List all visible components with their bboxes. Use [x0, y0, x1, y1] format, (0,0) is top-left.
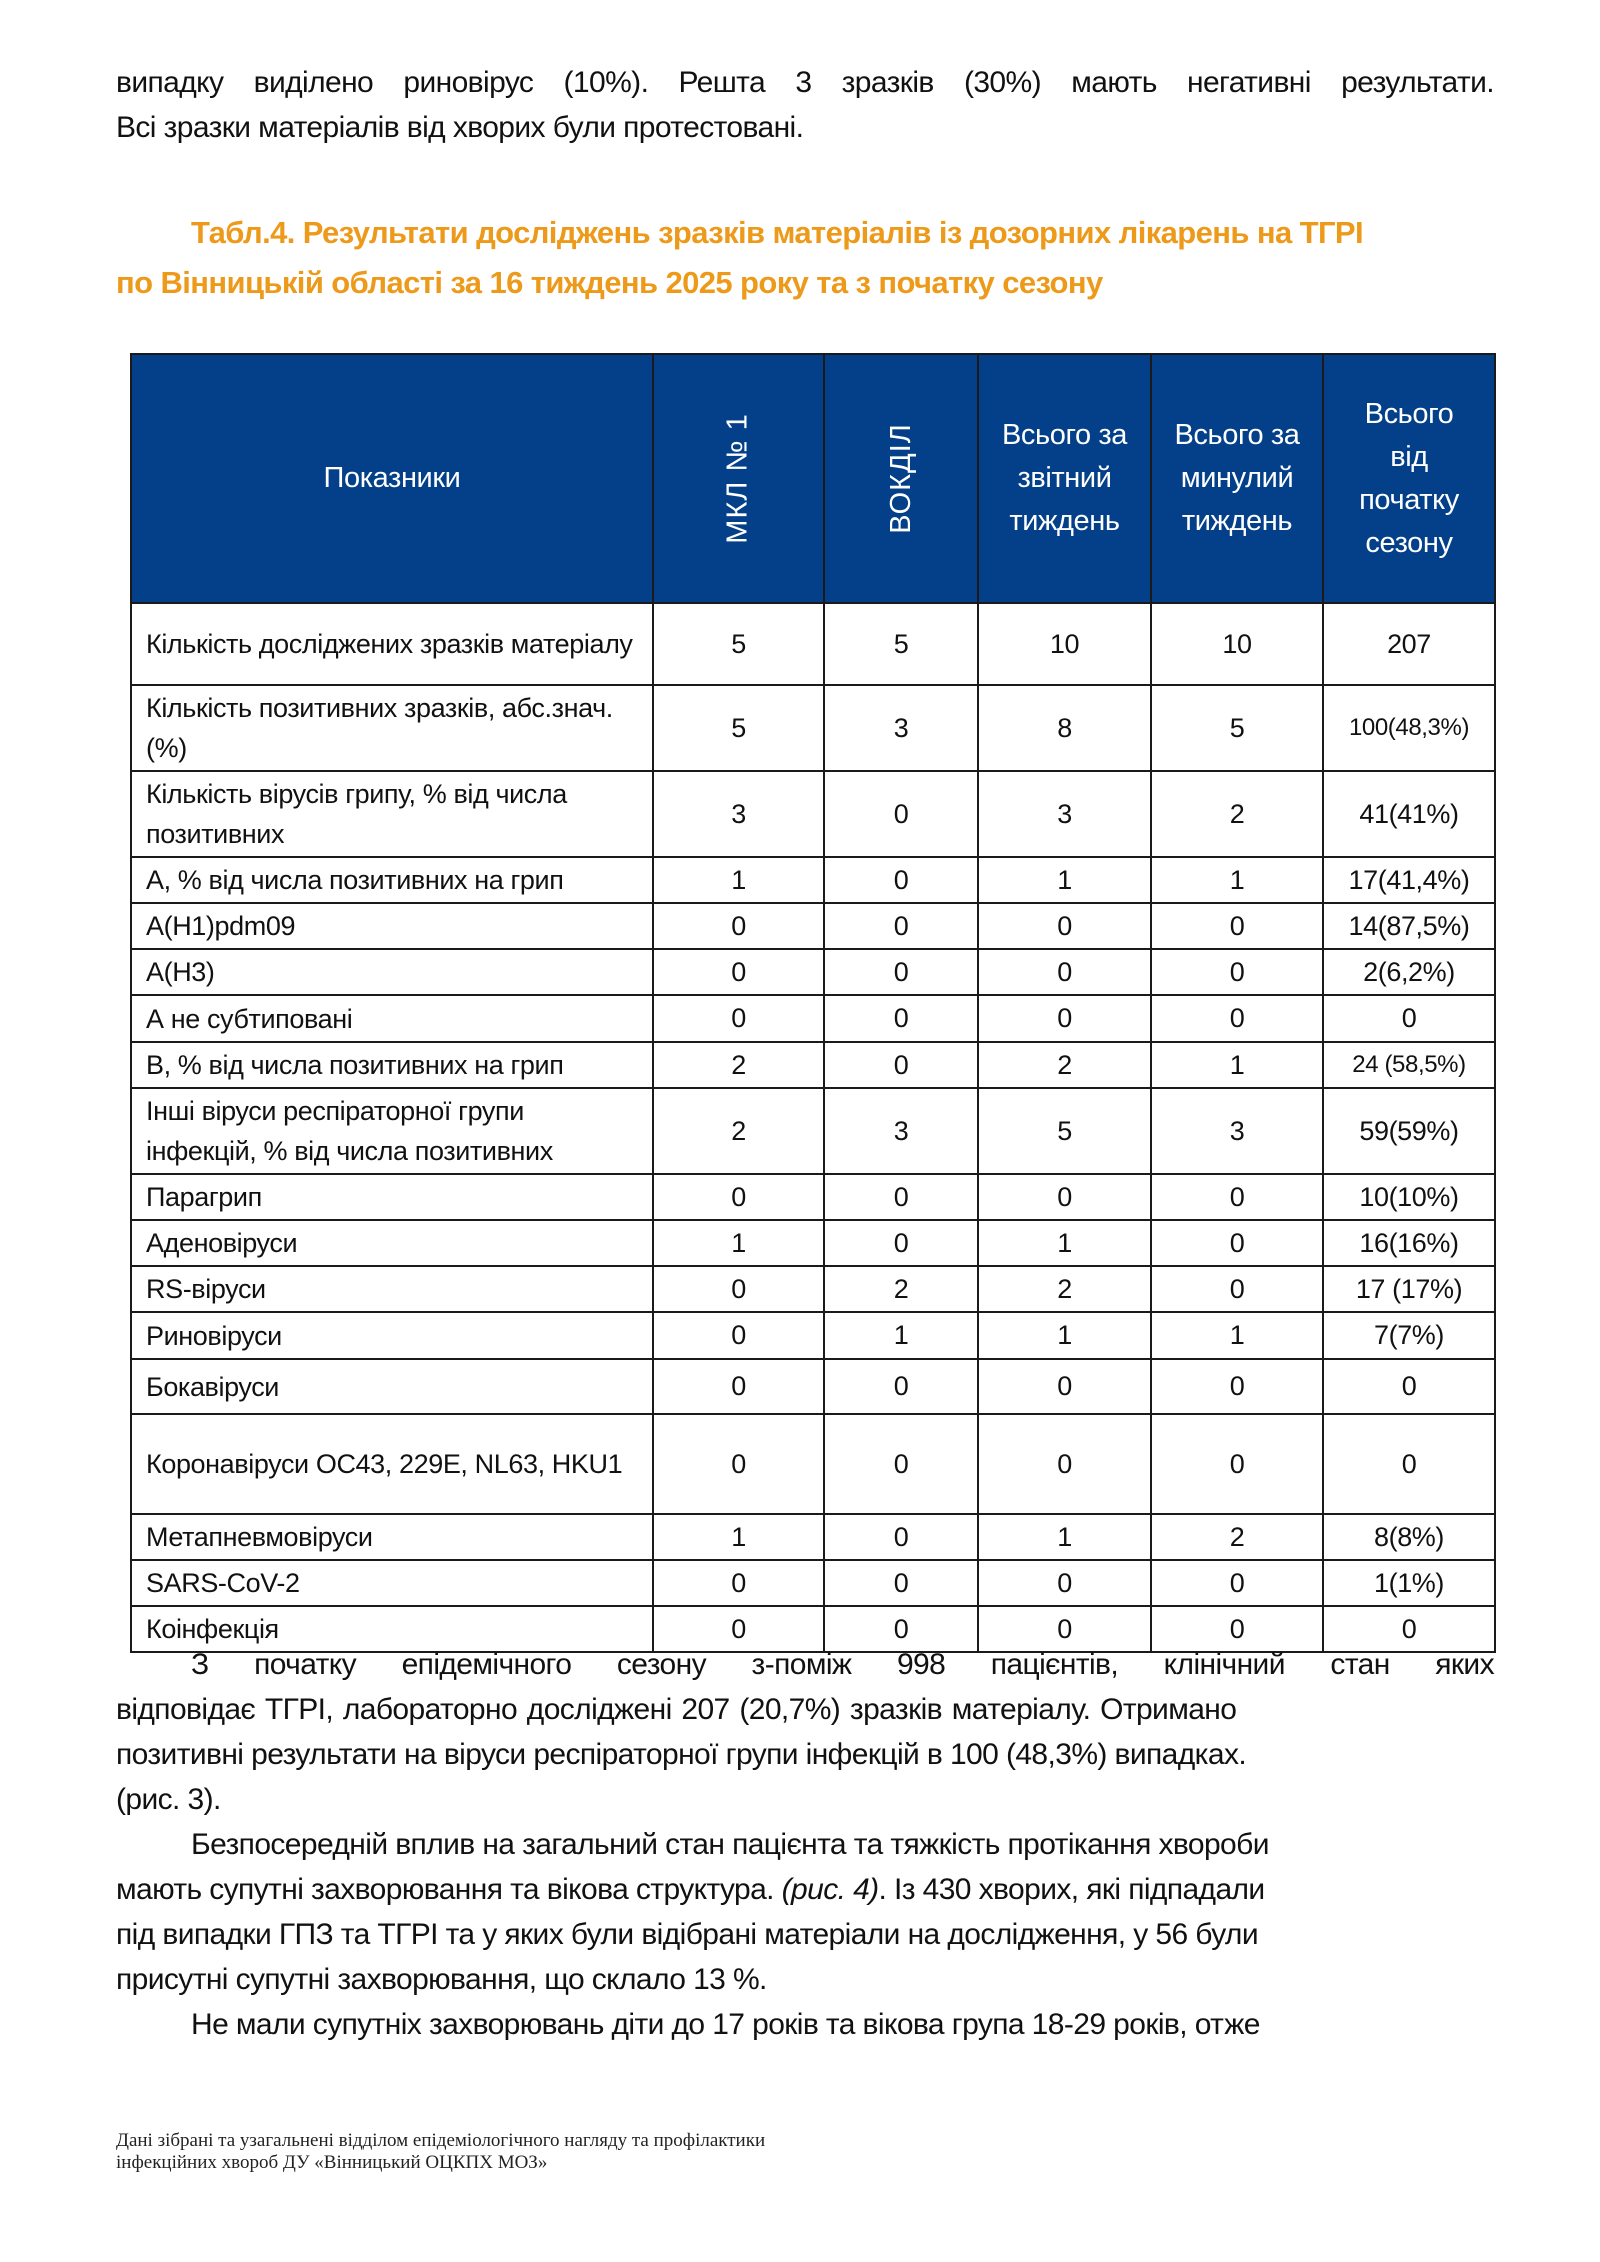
table-header-row	[131, 354, 1495, 603]
body-paragraph-2	[116, 1822, 1494, 2047]
p1-line-3: позитивні результати на віруси респіраторної групи інфекцій в 100 (48,3%) випадках.	[116, 1738, 1247, 1771]
cell-season: 10(10%)	[1323, 1174, 1495, 1220]
intro-paragraph	[116, 60, 1494, 150]
row-label: Коронавіруси ОС43, 229E, NL63, HKU1	[131, 1414, 653, 1514]
header-season-total: Всього від початку сезону	[1323, 354, 1495, 603]
p1-line-4: (рис. 3).	[116, 1783, 221, 1816]
table-row	[131, 1220, 1495, 1266]
cell-vokdil: 0	[824, 1174, 978, 1220]
p2-line-3: під випадки ГПЗ та ТГРІ та у яких були відібрані матеріали на дослідження, у 56 були	[116, 1918, 1258, 1951]
table-row	[131, 1414, 1495, 1514]
cell-mkl1: 3	[653, 771, 824, 857]
cell-season: 207	[1323, 603, 1495, 685]
table-row	[131, 603, 1495, 685]
cell-mkl1: 1	[653, 1220, 824, 1266]
results-table	[130, 353, 1496, 1653]
cell-prev-week: 0	[1151, 949, 1323, 995]
cell-mkl1: 1	[653, 857, 824, 903]
header-prev-week-total: Всього за минулий тиждень	[1151, 354, 1323, 603]
table-row	[131, 1266, 1495, 1312]
cell-mkl1: 0	[653, 1359, 824, 1414]
cell-mkl1: 5	[653, 603, 824, 685]
cell-week: 2	[978, 1042, 1151, 1088]
table-row	[131, 1088, 1495, 1174]
cell-vokdil: 1	[824, 1312, 978, 1359]
cell-season: 8(8%)	[1323, 1514, 1495, 1560]
cell-mkl1: 0	[653, 949, 824, 995]
cell-season: 16(16%)	[1323, 1220, 1495, 1266]
cell-mkl1: 0	[653, 1560, 824, 1606]
cell-prev-week: 3	[1151, 1088, 1323, 1174]
cell-vokdil: 0	[824, 1606, 978, 1652]
cell-week: 0	[978, 1414, 1151, 1514]
cell-mkl1: 0	[653, 1414, 824, 1514]
table-row	[131, 1560, 1495, 1606]
cell-prev-week: 10	[1151, 603, 1323, 685]
cell-week: 10	[978, 603, 1151, 685]
table-row	[131, 903, 1495, 949]
cell-prev-week: 0	[1151, 1414, 1323, 1514]
cell-vokdil: 0	[824, 1560, 978, 1606]
table-row	[131, 995, 1495, 1042]
cell-vokdil: 0	[824, 1414, 978, 1514]
table-row	[131, 1359, 1495, 1414]
cell-prev-week: 5	[1151, 685, 1323, 771]
cell-mkl1: 0	[653, 903, 824, 949]
row-label: Аденовіруси	[131, 1220, 653, 1266]
table-row	[131, 685, 1495, 771]
cell-mkl1: 0	[653, 1266, 824, 1312]
intro-line-2: Всі зразки матеріалів від хворих були протестовані.	[116, 111, 804, 144]
cell-vokdil: 0	[824, 771, 978, 857]
cell-prev-week: 0	[1151, 1220, 1323, 1266]
cell-vokdil: 0	[824, 1514, 978, 1560]
p2-line-4: присутні супутні захворювання, що склало 13 %.	[116, 1963, 767, 1996]
cell-week: 0	[978, 1560, 1151, 1606]
caption-line-2: по Вінницькій області за 16 тиждень 2025 року та з початку сезону	[116, 265, 1103, 300]
table-row	[131, 1174, 1495, 1220]
cell-vokdil: 5	[824, 603, 978, 685]
cell-vokdil: 0	[824, 995, 978, 1042]
header-indicators: Показники	[131, 354, 653, 603]
row-label: Риновіруси	[131, 1312, 653, 1359]
cell-vokdil: 0	[824, 1042, 978, 1088]
cell-prev-week: 0	[1151, 1606, 1323, 1652]
cell-season: 2(6,2%)	[1323, 949, 1495, 995]
cell-week: 2	[978, 1266, 1151, 1312]
cell-season: 0	[1323, 995, 1495, 1042]
header-vokdil-label: ВОКДІЛ	[884, 423, 917, 534]
row-label: Коінфекція	[131, 1606, 653, 1652]
row-label: Бокавіруси	[131, 1359, 653, 1414]
body-paragraph-1	[116, 1642, 1494, 1822]
row-label: Метапневмовіруси	[131, 1514, 653, 1560]
footer-note	[116, 2130, 765, 2174]
p3-line-1: Не мали супутніх захворювань діти до 17 років та вікова група 18-29 років, отже	[191, 2008, 1260, 2041]
row-label: RS-віруси	[131, 1266, 653, 1312]
cell-prev-week: 0	[1151, 903, 1323, 949]
cell-vokdil: 0	[824, 857, 978, 903]
p2-line-1: Безпосередній вплив на загальний стан пацієнта та тяжкість протікання хвороби	[191, 1828, 1269, 1861]
table-row	[131, 771, 1495, 857]
cell-vokdil: 0	[824, 1220, 978, 1266]
table-row	[131, 857, 1495, 903]
cell-week: 0	[978, 903, 1151, 949]
row-label: Кількість вірусів грипу, % від числа позитивних	[131, 771, 653, 857]
table-row	[131, 1514, 1495, 1560]
row-label: Кількість досліджених зразків матеріалу	[131, 603, 653, 685]
row-label: SARS-CoV-2	[131, 1560, 653, 1606]
row-label: Парагрип	[131, 1174, 653, 1220]
cell-prev-week: 1	[1151, 1042, 1323, 1088]
cell-week: 1	[978, 1312, 1151, 1359]
cell-mkl1: 0	[653, 995, 824, 1042]
caption-line-1: Табл.4. Результати досліджень зразків матеріалів із дозорних лікарень на ТГРІ	[191, 215, 1364, 250]
cell-mkl1: 1	[653, 1514, 824, 1560]
table-row	[131, 949, 1495, 995]
cell-mkl1: 5	[653, 685, 824, 771]
cell-mkl1: 0	[653, 1174, 824, 1220]
figure-reference: (рис. 4)	[781, 1873, 879, 1906]
cell-season: 24 (58,5%)	[1323, 1042, 1495, 1088]
cell-week: 0	[978, 1606, 1151, 1652]
cell-week: 0	[978, 1359, 1151, 1414]
cell-prev-week: 0	[1151, 995, 1323, 1042]
p2-line-2-text-a: мають супутні захворювання та вікова структура.	[116, 1873, 782, 1906]
table-row	[131, 1042, 1495, 1088]
p2-line-2-text-b: . Із 430 хворих, які підпадали	[878, 1873, 1265, 1906]
cell-vokdil: 0	[824, 949, 978, 995]
cell-season: 14(87,5%)	[1323, 903, 1495, 949]
cell-mkl1: 0	[653, 1606, 824, 1652]
cell-prev-week: 2	[1151, 771, 1323, 857]
row-label: A(H3)	[131, 949, 653, 995]
cell-season: 100(48,3%)	[1323, 685, 1495, 771]
cell-vokdil: 0	[824, 1359, 978, 1414]
cell-vokdil: 3	[824, 1088, 978, 1174]
intro-line-1: випадку виділено риновірус (10%). Решта 3 зразків (30%) мають негативні результати.	[116, 66, 1494, 99]
cell-season: 59(59%)	[1323, 1088, 1495, 1174]
cell-vokdil: 3	[824, 685, 978, 771]
p1-line-2: відповідає ТГРІ, лабораторно досліджені 207 (20,7%) зразків матеріалу. Отримано	[116, 1693, 1237, 1726]
cell-mkl1: 0	[653, 1312, 824, 1359]
table-caption	[116, 208, 1516, 308]
cell-prev-week: 0	[1151, 1359, 1323, 1414]
footer-line-1: Дані зібрані та узагальнені відділом епідеміологічного нагляду та профілактики	[116, 2130, 766, 2151]
table-row	[131, 1312, 1495, 1359]
cell-season: 0	[1323, 1359, 1495, 1414]
cell-prev-week: 2	[1151, 1514, 1323, 1560]
cell-week: 3	[978, 771, 1151, 857]
cell-prev-week: 1	[1151, 1312, 1323, 1359]
cell-season: 41(41%)	[1323, 771, 1495, 857]
cell-season: 17 (17%)	[1323, 1266, 1495, 1312]
cell-week: 0	[978, 1174, 1151, 1220]
cell-week: 8	[978, 685, 1151, 771]
header-mkl1	[653, 354, 824, 603]
cell-week: 1	[978, 1220, 1151, 1266]
cell-mkl1: 2	[653, 1088, 824, 1174]
cell-season: 1(1%)	[1323, 1560, 1495, 1606]
row-label: А не субтиповані	[131, 995, 653, 1042]
cell-prev-week: 0	[1151, 1174, 1323, 1220]
cell-vokdil: 0	[824, 903, 978, 949]
cell-week: 0	[978, 995, 1151, 1042]
cell-week: 0	[978, 949, 1151, 995]
cell-season: 17(41,4%)	[1323, 857, 1495, 903]
row-label: Інші віруси респіраторної групи інфекцій, % від числа позитивних	[131, 1088, 653, 1174]
cell-prev-week: 1	[1151, 857, 1323, 903]
cell-season: 0	[1323, 1606, 1495, 1652]
row-label: А, % від числа позитивних на грип	[131, 857, 653, 903]
cell-week: 1	[978, 857, 1151, 903]
header-week-total: Всього за звітний тиждень	[978, 354, 1151, 603]
p2-line-2	[116, 1867, 1494, 1912]
p1-line-1: З початку епідемічного сезону з-поміж 998 пацієнтів, клінічний стан яких	[191, 1648, 1494, 1681]
cell-vokdil: 2	[824, 1266, 978, 1312]
row-label: A(H1)pdm09	[131, 903, 653, 949]
header-vokdil	[824, 354, 978, 603]
footer-line-2: інфекційних хвороб ДУ «Вінницький ОЦКПХ МОЗ»	[116, 2152, 548, 2173]
cell-season: 7(7%)	[1323, 1312, 1495, 1359]
row-label: В, % від числа позитивних на грип	[131, 1042, 653, 1088]
header-mkl1-label: МКЛ № 1	[722, 413, 754, 544]
cell-week: 5	[978, 1088, 1151, 1174]
cell-week: 1	[978, 1514, 1151, 1560]
row-label: Кількість позитивних зразків, абс.знач. (%)	[131, 685, 653, 771]
cell-season: 0	[1323, 1414, 1495, 1514]
cell-prev-week: 0	[1151, 1266, 1323, 1312]
cell-prev-week: 0	[1151, 1560, 1323, 1606]
cell-mkl1: 2	[653, 1042, 824, 1088]
